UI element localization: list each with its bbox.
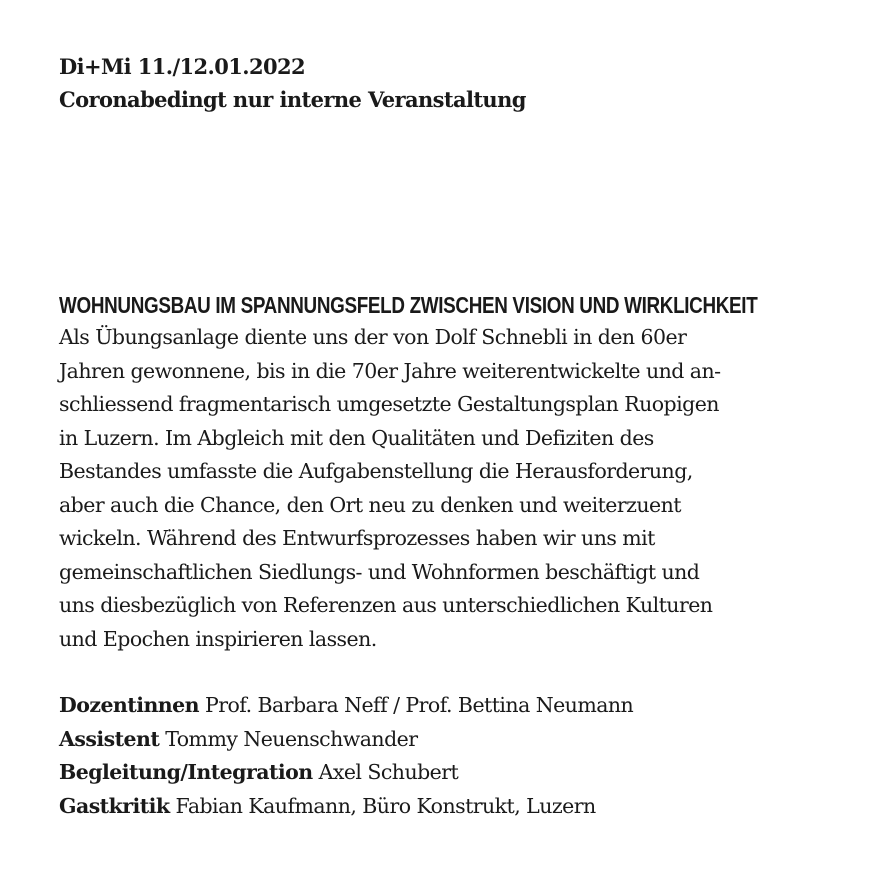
credit-row-assistent [59, 723, 633, 757]
description-line: in Luzern. Im Abgleich mit den Qualitäten und Defiziten des [59, 425, 654, 450]
credit-names: Prof. Barbara Neff / Prof. Bettina Neumann [204, 693, 634, 717]
credit-role: Dozentinnen [59, 693, 200, 717]
credit-role: Assistent [59, 726, 160, 751]
description-line: schliessend fragmentarisch umgesetzte Gestaltungsplan Ruopigen [59, 392, 719, 416]
project-description [59, 321, 839, 656]
credit-row-begleitung [59, 756, 633, 790]
event-status: Coronabedingt nur interne Veranstaltung [59, 87, 526, 112]
credit-role: Begleitung/Integration [59, 760, 313, 784]
description-line: gemeinschaftlichen Siedlungs- und Wohnformen beschäftigt und [59, 559, 700, 584]
credit-names: Fabian Kaufmann, Büro Konstrukt, Luzern [175, 793, 596, 818]
event-header [59, 50, 526, 116]
credit-names: Axel Schubert [318, 760, 459, 784]
credit-row-dozentinnen [59, 689, 633, 723]
credit-row-gastkritik [59, 790, 633, 824]
description-line: Bestandes umfasste die Aufgabenstellung die Herausforderung, [59, 459, 693, 483]
description-line: und Epochen inspirieren lassen. [59, 626, 377, 651]
description-line: uns diesbezüglich von Referenzen aus unterschiedlichen Kulturen [59, 593, 713, 617]
credit-role: Gastkritik [59, 793, 170, 818]
description-line: Jahren gewonnene, bis in die 70er Jahre weiterentwickelte und an- [59, 358, 721, 383]
description-line: aber auch die Chance, den Ort neu zu denken und weiterzuent [59, 492, 681, 517]
credits-list [59, 689, 633, 823]
event-date: Di+Mi 11./12.01.2022 [59, 54, 306, 79]
credit-names: Tommy Neuenschwander [165, 726, 418, 751]
description-line: wickeln. Während des Entwurfsprozesses haben wir uns mit [59, 526, 655, 550]
description-line: Als Übungsanlage diente uns der von Dolf Schnebli in den 60er [59, 325, 687, 349]
project-title: WOHNUNGSBAU IM SPANNUNGSFELD ZWISCHEN VISION UND WIRKLICHKEIT [59, 292, 758, 318]
